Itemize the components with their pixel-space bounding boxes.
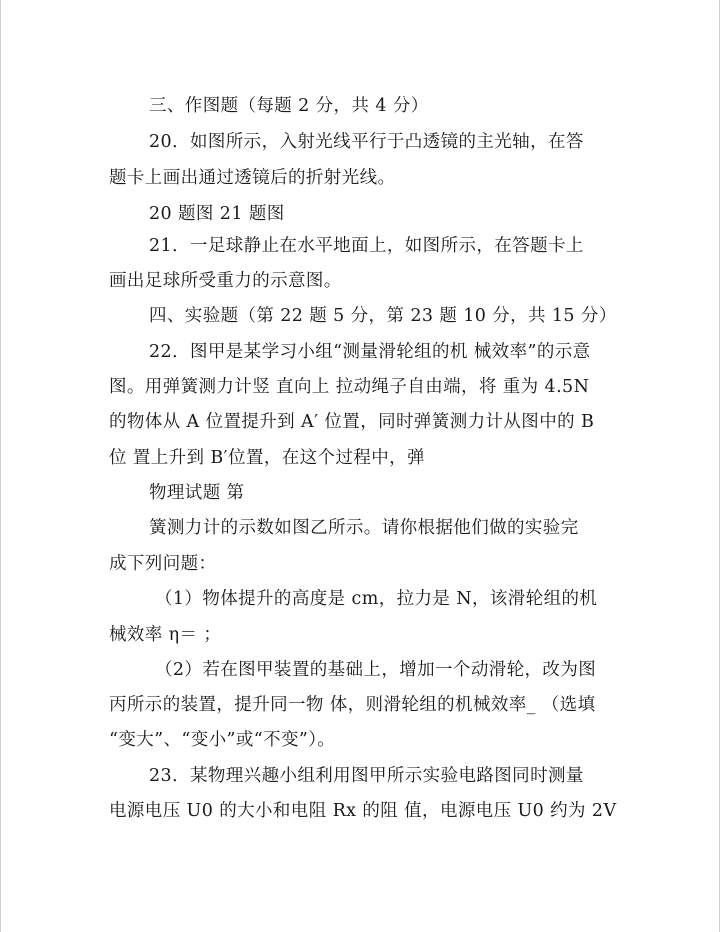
question-22-line-2: 图。用弹簧测力计竖 直向上 拉动绳子自由端，将 重为 4.5N (109, 377, 590, 397)
question-23-line-2: 电源电压 U0 的大小和电阻 Rx 的阻 值，电源电压 U0 约为 2V (109, 801, 617, 821)
question-22-line-6: 成下列问题： (109, 554, 217, 574)
question-22-part-1-line-2: 械效率 η＝ ； (109, 625, 222, 645)
section-heading-drawing: 三、作图题（每题 2 分，共 4 分） (149, 96, 429, 116)
question-22-part-2-line-2: 丙所示的装置，提升同一物 体，则滑轮组的机械效率_ （选填 (109, 695, 596, 715)
question-20-line-2: 题卡上画出通过透镜后的折射光线。 (109, 168, 396, 188)
question-20-line-1: 20．如图所示，入射光线平行于凸透镜的主光轴，在答 (149, 132, 584, 152)
question-22-line-3: 的物体从 A 位置提升到 A′ 位置，同时弹簧测力计从图中的 B (109, 412, 595, 432)
question-21-line-1: 21．一足球静止在水平地面上，如图所示，在答题卡上 (149, 236, 584, 256)
section-heading-experiment: 四、实验题（第 22 题 5 分，第 23 题 10 分，共 15 分） (149, 306, 617, 326)
question-22-line-5: 簧测力计的示数如图乙所示。请你根据他们做的实验完 (149, 518, 579, 538)
question-21-line-2: 画出足球所受重力的示意图。 (109, 271, 342, 291)
question-22-line-1: 22．图甲是某学习小组“测量滑轮组的机 械效率”的示意 (149, 342, 591, 362)
question-22-part-1-line-1: （1）物体提升的高度是 cm，拉力是 N，该滑轮组的机 (155, 589, 598, 609)
question-22-part-2-line-3: “变大”、“变小”或“不变”）。 (109, 730, 336, 750)
page-footer-label: 物理试题 第 (149, 483, 245, 503)
question-23-line-1: 23．某物理兴趣小组利用图甲所示实验电路图同时测量 (149, 766, 584, 786)
question-22-line-4: 位 置上升到 B′位置，在这个过程中，弹 (109, 448, 425, 468)
figure-caption-20-21: 20 题图 21 题图 (149, 204, 285, 224)
question-22-part-2-line-1: （2）若在图甲装置的基础上，增加一个动滑轮，改为图 (155, 660, 597, 680)
